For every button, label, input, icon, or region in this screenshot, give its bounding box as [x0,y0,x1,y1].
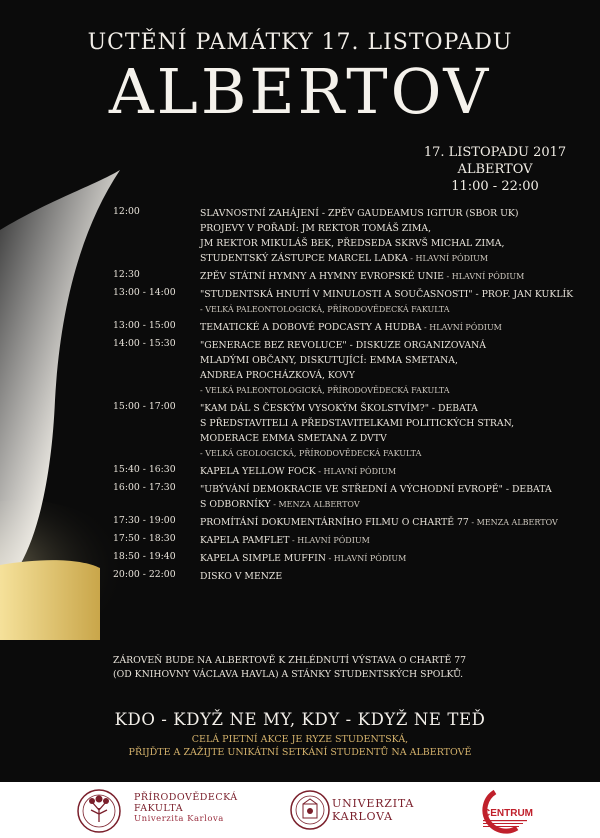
centrum-logo-icon [475,788,535,834]
schedule-line [200,569,593,584]
schedule-time: 16:00 - 17:30 [113,482,176,493]
schedule-text: PROJEVY V POŘADÍ: JM REKTOR TOMÁŠ ZIMA, [200,223,432,234]
schedule-time: 20:00 - 22:00 [113,569,176,580]
schedule-line [200,533,593,548]
schedule-text: JM REKTOR MIKULÁŠ BEK, PŘEDSEDA SKRVŠ MICHAL ZIMA, [200,238,505,249]
logo-centrum-label: CENTRUM [483,808,533,819]
logo-university-line1: UNIVERZITA [332,797,415,810]
schedule-text: KAPELA YELLOW FOCK [200,466,316,477]
schedule-row [113,482,593,512]
schedule-row [113,206,593,266]
schedule-row [113,569,593,584]
schedule-location: - VELKÁ PALEONTOLOGICKÁ, PŘÍRODOVĚDECKÁ FAKULTA [200,386,450,395]
schedule-line [200,368,593,383]
schedule-line [200,416,593,431]
schedule-line [200,302,593,317]
schedule-text: PROMÍTÁNÍ DOKUMENTÁRNÍHO FILMU O CHARTĚ 77 [200,517,469,528]
schedule-description [200,401,593,461]
schedule-row [113,401,593,461]
schedule-time: 15:00 - 17:00 [113,401,176,412]
schedule-description [200,533,593,548]
schedule-text: STUDENTSKÝ ZÁSTUPCE MARCEL LADKA [200,253,408,264]
schedule-description [200,515,593,530]
tagline [0,733,600,759]
event-info [400,144,590,195]
schedule-row [113,338,593,398]
schedule-description [200,569,593,584]
schedule-line [200,287,593,302]
schedule-line [200,236,593,251]
schedule-description [200,269,593,284]
schedule-line [200,251,593,266]
tree-seal-icon [74,788,124,834]
schedule-line [200,551,593,566]
schedule-time: 12:30 [113,269,140,280]
schedule-line [200,482,593,497]
logo-university-line2: KARLOVA [332,810,393,823]
logo-faculty-text [134,792,238,825]
schedule-time: 13:00 - 14:00 [113,287,176,298]
schedule-text: SLAVNOSTNÍ ZAHÁJENÍ - ZPĚV GAUDEAMUS IGITUR (SBOR UK) [200,208,519,219]
schedule-time: 15:40 - 16:30 [113,464,176,475]
schedule-row [113,551,593,566]
schedule-time: 14:00 - 15:30 [113,338,176,349]
event-title: ALBERTOV [108,55,492,128]
schedule-line [200,401,593,416]
note-line: (OD KNIHOVNY VÁCLAVA HAVLA) A STÁNKY STUDENTSKÝCH SPOLKŮ. [113,669,464,680]
schedule-location: - HLAVNÍ PÓDIUM [325,554,407,563]
schedule-line [200,206,593,221]
schedule-row [113,269,593,284]
schedule-text: TEMATICKÉ A DOBOVÉ PODCASTY A HUDBA [200,322,422,333]
schedule-row [113,287,593,317]
schedule-time: 12:00 [113,206,140,217]
schedule-time: 17:30 - 19:00 [113,515,176,526]
schedule-location: - HLAVNÍ PÓDIUM [289,536,370,545]
logo-faculty-line2: FAKULTA [134,803,184,814]
schedule-description [200,206,593,266]
schedule-line [200,320,593,335]
schedule-text: "GENERACE BEZ REVOLUCE" - DISKUZE ORGANIZOVANÁ [200,340,486,351]
schedule-description [200,338,593,398]
schedule-line [200,515,593,530]
schedule-location: - MENZA ALBERTOV [270,500,360,509]
schedule-text: "KAM DÁL S ČESKÝM VYSOKÝM ŠKOLSTVÍM?" - DEBATA [200,403,478,414]
slogan: KDO - KDYŽ NE MY, KDY - KDYŽ NE TEĎ [114,710,486,729]
event-hours: 11:00 - 22:00 [451,179,539,194]
schedule-line [200,497,593,512]
schedule-description [200,464,593,479]
schedule-description [200,287,593,317]
university-seal-icon [290,788,330,832]
schedule-row [113,320,593,335]
logo-faculty-line3: Univerzita Karlova [134,814,224,824]
schedule-line [200,338,593,353]
schedule-text: DISKO V MENZE [200,571,283,582]
schedule-time: 18:50 - 19:40 [113,551,176,562]
schedule-row [113,464,593,479]
schedule-line [200,221,593,236]
schedule-location: - HLAVNÍ PÓDIUM [443,272,525,281]
event-subtitle: UCTĚNÍ PAMÁTKY 17. LISTOPADU [87,30,513,55]
schedule-description [200,320,593,335]
schedule-row [113,515,593,530]
schedule-text: "UBÝVÁNÍ DEMOKRACIE VE STŘEDNÍ A VÝCHODNÍ EVROPĚ" - DEBATA [200,484,552,495]
schedule-description [200,551,593,566]
logo-university-text [332,797,414,823]
note-line: ZÁROVEŇ BUDE NA ALBERTOVĚ K ZHLÉDNUTÍ VÝSTAVA O CHARTĚ 77 [113,655,467,666]
schedule-list [113,206,593,587]
schedule-line [200,269,593,284]
schedule-description [200,482,593,512]
schedule-location: - MENZA ALBERTOV [468,518,558,527]
schedule-text: MODERACE EMMA SMETANA Z DVTV [200,433,387,444]
exhibition-note [113,654,583,682]
schedule-text: KAPELA PAMFLET [200,535,290,546]
schedule-text: ANDREA PROCHÁZKOVÁ, KOVY [200,370,355,381]
schedule-location: - VELKÁ GEOLOGICKÁ, PŘÍRODOVĚDECKÁ FAKULTA [200,449,422,458]
schedule-location: - HLAVNÍ PÓDIUM [421,323,502,332]
schedule-location: - HLAVNÍ PÓDIUM [315,467,397,476]
schedule-line [200,353,593,368]
schedule-time: 17:50 - 18:30 [113,533,176,544]
schedule-text: S ODBORNÍKY [200,499,271,510]
schedule-text: S PŘEDSTAVITELI A PŘEDSTAVITELKAMI POLITICKÝCH STRAN, [200,418,515,429]
schedule-line [200,446,593,461]
tagline-line: CELÁ PIETNÍ AKCE JE RYZE STUDENTSKÁ, [191,734,409,745]
footer-logos [0,782,600,838]
event-date: 17. LISTOPADU 2017 [423,145,567,160]
schedule-location: - VELKÁ PALEONTOLOGICKÁ, PŘÍRODOVĚDECKÁ FAKULTA [200,305,450,314]
schedule-text: ZPĚV STÁTNÍ HYMNY A HYMNY EVROPSKÉ UNIE [200,271,444,282]
tagline-line: PŘIJĎTE A ZAŽIJTE UNIKÁTNÍ SETKÁNÍ STUDENTŮ NA ALBERTOVĚ [128,747,472,758]
schedule-time: 13:00 - 15:00 [113,320,176,331]
schedule-line [200,431,593,446]
schedule-location: - HLAVNÍ PÓDIUM [407,254,489,263]
event-place: ALBERTOV [457,162,533,177]
schedule-text: KAPELA SIMPLE MUFFIN [200,553,326,564]
schedule-line [200,464,593,479]
schedule-text: "STUDENTSKÁ HNUTÍ V MINULOSTI A SOUČASNOSTI" - PROF. JAN KUKLÍK [200,289,574,300]
schedule-line [200,383,593,398]
candle-flame-icon [0,170,130,640]
schedule-row [113,533,593,548]
schedule-text: MLADÝMI OBČANY, DISKUTUJÍCÍ: EMMA SMETANA, [200,355,458,366]
logo-faculty-line1: PŘÍRODOVĚDECKÁ [134,792,238,803]
